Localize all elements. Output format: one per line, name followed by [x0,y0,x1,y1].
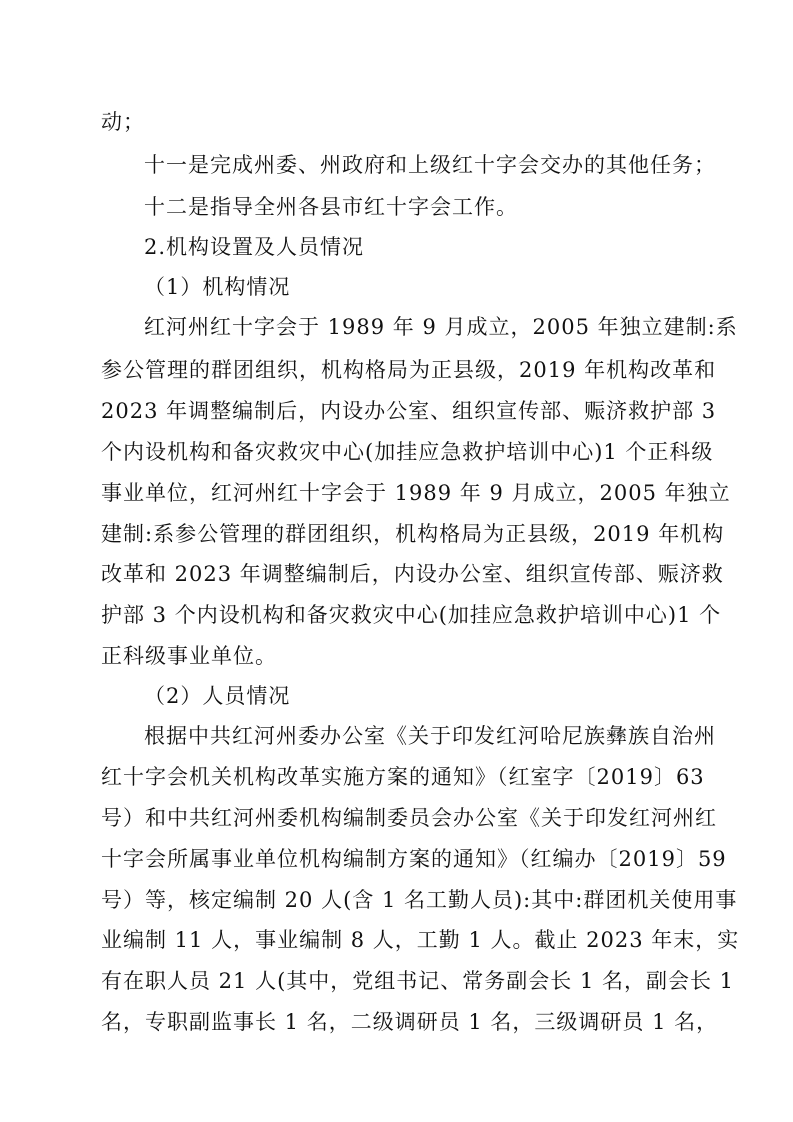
paragraph-line: 参公管理的群团组织，机构格局为正县级，2019 年机构改革和 [101,358,717,382]
paragraph-line: 建制:系参公管理的群团组织，机构格局为正县级，2019 年机构 [101,522,725,546]
paragraph-line: 红河州红十字会于 1989 年 9 月成立，2005 年独立建制:系 [144,315,738,339]
paragraph-line: 改革和 2023 年调整编制后，内设办公室、组织宣传部、赈济救 [101,562,724,586]
paragraph-line: 号）等，核定编制 20 人(含 1 名工勤人员):其中:群团机关使用事 [101,888,738,912]
paragraph-line: 2023 年调整编制后，内设办公室、组织宣传部、赈济救护部 3 [101,399,717,423]
paragraph-line: 事业单位，红河州红十字会于 1989 年 9 月成立，2005 年独立 [101,481,731,505]
paragraph-line: 十一是完成州委、州政府和上级红十字会交办的其他任务； [144,153,716,177]
subsection-heading: （2）人员情况 [144,684,291,708]
paragraph-line: 红十字会机关机构改革实施方案的通知》（红室字〔2019〕63 [101,765,705,789]
paragraph-line: 名，专职副监事长 1 名，二级调研员 1 名，三级调研员 1 名， [101,1010,719,1034]
paragraph-line: 护部 3 个内设机构和备灾救灾中心(加挂应急救护培训中心)1 个 [101,603,722,627]
paragraph-line: 动； [101,110,145,134]
paragraph-line: 号）和中共红河州委机构编制委员会办公室《关于印发红河州红 [101,806,717,830]
paragraph-line: 个内设机构和备灾救灾中心(加挂应急救护培训中心)1 个正科级 [101,440,714,464]
paragraph-line: 根据中共红河州委办公室《关于印发红河哈尼族彝族自治州 [144,724,716,748]
paragraph-line: 十字会所属事业单位机构编制方案的通知》（红编办〔2019〕59 [101,847,727,871]
paragraph-line: 有在职人员 21 人(其中，党组书记、常务副会长 1 名，副会长 1 [101,969,735,993]
paragraph-line: 十二是指导全州各县市红十字会工作。 [144,195,518,219]
section-heading: 2.机构设置及人员情况 [144,235,365,259]
subsection-heading: （1）机构情况 [144,275,291,299]
paragraph-line: 业编制 11 人，事业编制 8 人，工勤 1 人。截止 2023 年末，实 [101,928,740,952]
paragraph-line: 正科级事业单位。 [101,644,277,668]
